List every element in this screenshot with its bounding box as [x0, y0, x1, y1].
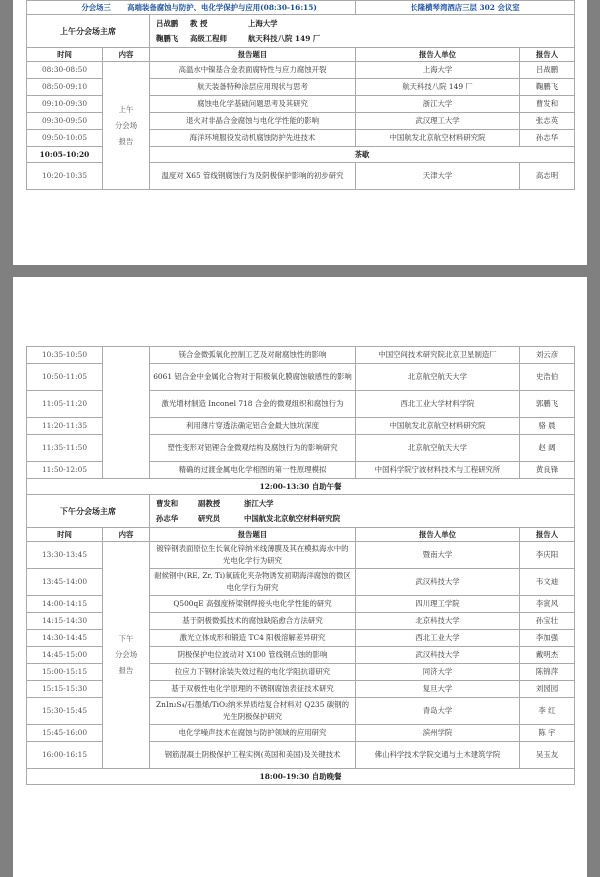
col-header-title: 报告题目: [150, 528, 356, 542]
talk-time: 09:10-09:30: [27, 96, 103, 113]
talk-title: 温度对 X65 管线钢腐蚀行为及阴极保护影响的初步研究: [150, 163, 356, 190]
talk-speaker: 刘园园: [520, 681, 575, 698]
talk-title: Q500qE 高强度桥梁钢焊接头电化学性能的研究: [150, 596, 356, 613]
talk-time: 14:45-15:00: [27, 647, 103, 664]
talk-time: 11:50-12:05: [27, 462, 103, 479]
morning-content-label: [103, 62, 150, 190]
talk-title: 镀锌钢表面原位生长氧化锌纳米线薄膜及其在模拟海水中的光电化学行为研究: [150, 542, 356, 569]
talk-affiliation: 滨州学院: [356, 725, 520, 742]
col-header-affiliation: 报告人单位: [356, 48, 520, 62]
chair-name: 吕战鹏: [156, 19, 179, 28]
talk-speaker: 赵 阔: [520, 435, 575, 462]
talk-speaker: 韦文迪: [520, 569, 575, 596]
talk-affiliation: 武汉科技大学: [356, 569, 520, 596]
talk-title: 高温水中镍基合金表面腐特性与应力腐蚀开裂: [150, 62, 356, 79]
afternoon-content-label: [103, 542, 150, 769]
talk-title: 6061 铝合金中金属化合物对于阳极氧化膜腐蚀敏感性的影响: [150, 364, 356, 391]
lunch-label: 12:00-13:30 自助午餐: [27, 479, 575, 495]
talk-speaker: 郭鹏飞: [520, 391, 575, 418]
content-label-line: 分会场: [114, 650, 138, 659]
talk-speaker: 吴玉友: [520, 742, 575, 769]
talk-speaker: 孙宝壮: [520, 613, 575, 630]
talk-time: 14:00-14:15: [27, 596, 103, 613]
table-row: [27, 347, 575, 364]
talk-speaker: 李寅风: [520, 596, 575, 613]
talk-affiliation: 青岛大学: [356, 698, 520, 725]
talk-title: 耐候钢中(RE, Zr, Ti)氧硫化夹杂物诱发初期海洋腐蚀的微区电化学行为研究: [150, 569, 356, 596]
talk-affiliation: 中国空间技术研究院北京卫星制造厂: [356, 347, 520, 364]
talk-affiliation: 浙江大学: [356, 96, 520, 113]
talk-time: 15:45-16:00: [27, 725, 103, 742]
chair-org: 中国航发北京航空材料研究院: [244, 514, 341, 523]
talk-affiliation: 武汉科技大学: [356, 647, 520, 664]
content-label-line: 下午: [118, 634, 134, 643]
lunch-row: [27, 479, 575, 495]
talk-affiliation: 西北工业大学材料学院: [356, 391, 520, 418]
talk-speaker: 刘云彦: [520, 347, 575, 364]
talk-time: 14:30-14:45: [27, 630, 103, 647]
talk-affiliation: 中国科学院宁波材料技术与工程研究所: [356, 462, 520, 479]
chair-entry: [156, 31, 571, 46]
talk-affiliation: 复旦大学: [356, 681, 520, 698]
morning-chairs-row: [27, 15, 575, 48]
chair-title: 高级工程师: [190, 34, 227, 43]
chair-name: 曹发和: [156, 499, 179, 508]
schedule-table-morning-part1: [26, 0, 575, 190]
talk-time: 11:20-11:35: [27, 418, 103, 435]
talk-speaker: 李 红: [520, 698, 575, 725]
talk-title: 利用薄片穿透法确定铝合金最大蚀坑深度: [150, 418, 356, 435]
talk-title: 电化学噪声技术在腐蚀与防护领域的应用研究: [150, 725, 356, 742]
table-row: [27, 542, 575, 569]
talk-time: 15:30-15:45: [27, 698, 103, 725]
talk-affiliation: 北京航空航天大学: [356, 435, 520, 462]
talk-affiliation: 天津大学: [356, 163, 520, 190]
talk-speaker: 张志英: [520, 113, 575, 130]
talk-speaker: 陈 宇: [520, 725, 575, 742]
tea-break-label: 茶歇: [150, 147, 575, 163]
talk-title: 基于阴极微弧技术的腐蚀缺陷愈合方法研究: [150, 613, 356, 630]
chair-org: 浙江大学: [244, 499, 274, 508]
talk-speaker: 戴明杰: [520, 647, 575, 664]
talk-time: 08:50-09:10: [27, 79, 103, 96]
session-title: 高端装备腐蚀与防护、电化学保护与应用(08:30-16:15): [127, 2, 317, 12]
talk-speaker: 骆 晨: [520, 418, 575, 435]
talk-title: 退火对非晶合金腐蚀与电化学性能的影响: [150, 113, 356, 130]
talk-title: 腐蚀电化学基础问题思考及其研究: [150, 96, 356, 113]
content-label-line: 报告: [118, 136, 134, 146]
tea-break-time: 10:05-10:20: [27, 147, 103, 163]
content-label-line: 上午: [118, 104, 134, 114]
talk-time: 14:15-14:30: [27, 613, 103, 630]
talk-title: 镁合金微弧氧化控制工艺及对耐腐蚀性的影响: [150, 347, 356, 364]
talk-affiliation: 上海大学: [356, 62, 520, 79]
document-page-1: [13, 0, 587, 265]
morning-chair-list: [150, 15, 575, 48]
chair-entry: [156, 496, 571, 511]
talk-affiliation: 中国航发北京航空材料研究院: [356, 130, 520, 147]
col-header-title: 报告题目: [150, 48, 356, 62]
talk-time: 10:20-10:35: [27, 163, 103, 190]
afternoon-chairs-row: [27, 495, 575, 528]
talk-time: 15:15-15:30: [27, 681, 103, 698]
talk-title: 激光立体成形和锻造 TC4 阳极溶解差异研究: [150, 630, 356, 647]
talk-time: 13:30-13:45: [27, 542, 103, 569]
content-label-line: 分会场: [114, 120, 138, 130]
talk-affiliation: 北京科技大学: [356, 613, 520, 630]
talk-title: 激光增材制造 Inconel 718 合金的微观组织和腐蚀行为: [150, 391, 356, 418]
talk-affiliation: 北京航空航天大学: [356, 364, 520, 391]
session-venue: 长隆横琴湾酒店三层 302 会议室: [356, 1, 575, 15]
talk-title: 海洋环境服役发动机腐蚀防护先进技术: [150, 130, 356, 147]
col-header-time: 时间: [27, 48, 103, 62]
chair-entry: [156, 16, 571, 31]
content-label-line: 报告: [118, 666, 134, 675]
talk-time: 10:50-11:05: [27, 364, 103, 391]
talk-title: 拉应力下钢材涂装失效过程的电化学阻抗谱研究: [150, 664, 356, 681]
talk-affiliation: 航天科技八院 149 厂: [356, 79, 520, 96]
talk-affiliation: 暨南大学: [356, 542, 520, 569]
session-label: 分会场三: [81, 2, 111, 12]
chair-entry: [156, 511, 571, 526]
talk-title: 基于双极性电化学原理的不锈钢腐蚀表征技术研究: [150, 681, 356, 698]
col-header-affiliation: 报告人单位: [356, 528, 520, 542]
document-page-2: [13, 277, 587, 877]
talk-title: 塑性变形对铝锂合金微观结构及腐蚀行为的影响研究: [150, 435, 356, 462]
morning-chair-label: 上午分会场主席: [27, 15, 150, 48]
talk-speaker: 孙志华: [520, 130, 575, 147]
session-header-row: [27, 1, 575, 15]
talk-speaker: 史浩伯: [520, 364, 575, 391]
talk-speaker: 曹发和: [520, 96, 575, 113]
talk-time: 16:00-16:15: [27, 742, 103, 769]
talk-time: 10:35-10:50: [27, 347, 103, 364]
talk-speaker: 陈锦萍: [520, 664, 575, 681]
chair-title: 研究员: [198, 514, 221, 523]
talk-speaker: 吕战鹏: [520, 62, 575, 79]
talk-affiliation: 西北工业大学: [356, 630, 520, 647]
talk-speaker: 黄良锋: [520, 462, 575, 479]
talk-time: 09:50-10:05: [27, 130, 103, 147]
talk-affiliation: 中国航发北京航空材料研究院: [356, 418, 520, 435]
dinner-label: 18:00-19:30 自助晚餐: [27, 769, 575, 785]
col-header-content: 内容: [103, 528, 150, 542]
talk-affiliation: 同济大学: [356, 664, 520, 681]
table-row: [27, 62, 575, 79]
afternoon-chair-label: 下午分会场主席: [27, 495, 150, 528]
dinner-row: [27, 769, 575, 785]
chair-title: 教 授: [190, 19, 208, 28]
col-header-content: 内容: [103, 48, 150, 62]
talk-affiliation: 四川理工学院: [356, 596, 520, 613]
talk-affiliation: 武汉理工大学: [356, 113, 520, 130]
talk-title: 航天装备特种涂层应用现状与思考: [150, 79, 356, 96]
col-header-speaker: 报告人: [520, 528, 575, 542]
chair-name: 鞠鹏飞: [156, 34, 179, 43]
column-header-row: [27, 48, 575, 62]
talk-time: 09:30-09:50: [27, 113, 103, 130]
chair-org: 航天科技八院 149 厂: [248, 34, 321, 43]
chair-name: 孙志华: [156, 514, 179, 523]
talk-speaker: 李加强: [520, 630, 575, 647]
talk-speaker: 高志明: [520, 163, 575, 190]
talk-title: 精确的过渡金属电化学相图的第一性原理模拟: [150, 462, 356, 479]
col-header-time: 时间: [27, 528, 103, 542]
talk-time: 11:05-11:20: [27, 391, 103, 418]
talk-time: 08:30-08:50: [27, 62, 103, 79]
column-header-row: [27, 528, 575, 542]
chair-org: 上海大学: [248, 19, 278, 28]
schedule-table-continued: [26, 346, 575, 785]
talk-speaker: 李庆阳: [520, 542, 575, 569]
talk-time: 15:00-15:15: [27, 664, 103, 681]
talk-affiliation: 佛山科学技术学院交通与土木建筑学院: [356, 742, 520, 769]
talk-title: ZnIn₂S₄/石墨烯/TiO₂纳米异质结复合材料对 Q235 碳钢的光生阴极保护研究: [150, 698, 356, 725]
talk-speaker: 鞠鹏飞: [520, 79, 575, 96]
afternoon-chair-list: [150, 495, 575, 528]
session-title-cell: [27, 1, 356, 15]
talk-title: 阴极保护电位波动对 X100 管线钢点蚀的影响: [150, 647, 356, 664]
chair-title: 副教授: [198, 499, 221, 508]
morning-content-continued: [103, 347, 150, 479]
talk-title: 钢筋混凝土阴极保护工程实例(英国和美国)及关键技术: [150, 742, 356, 769]
col-header-speaker: 报告人: [520, 48, 575, 62]
talk-time: 11:35-11:50: [27, 435, 103, 462]
talk-time: 13:45-14:00: [27, 569, 103, 596]
